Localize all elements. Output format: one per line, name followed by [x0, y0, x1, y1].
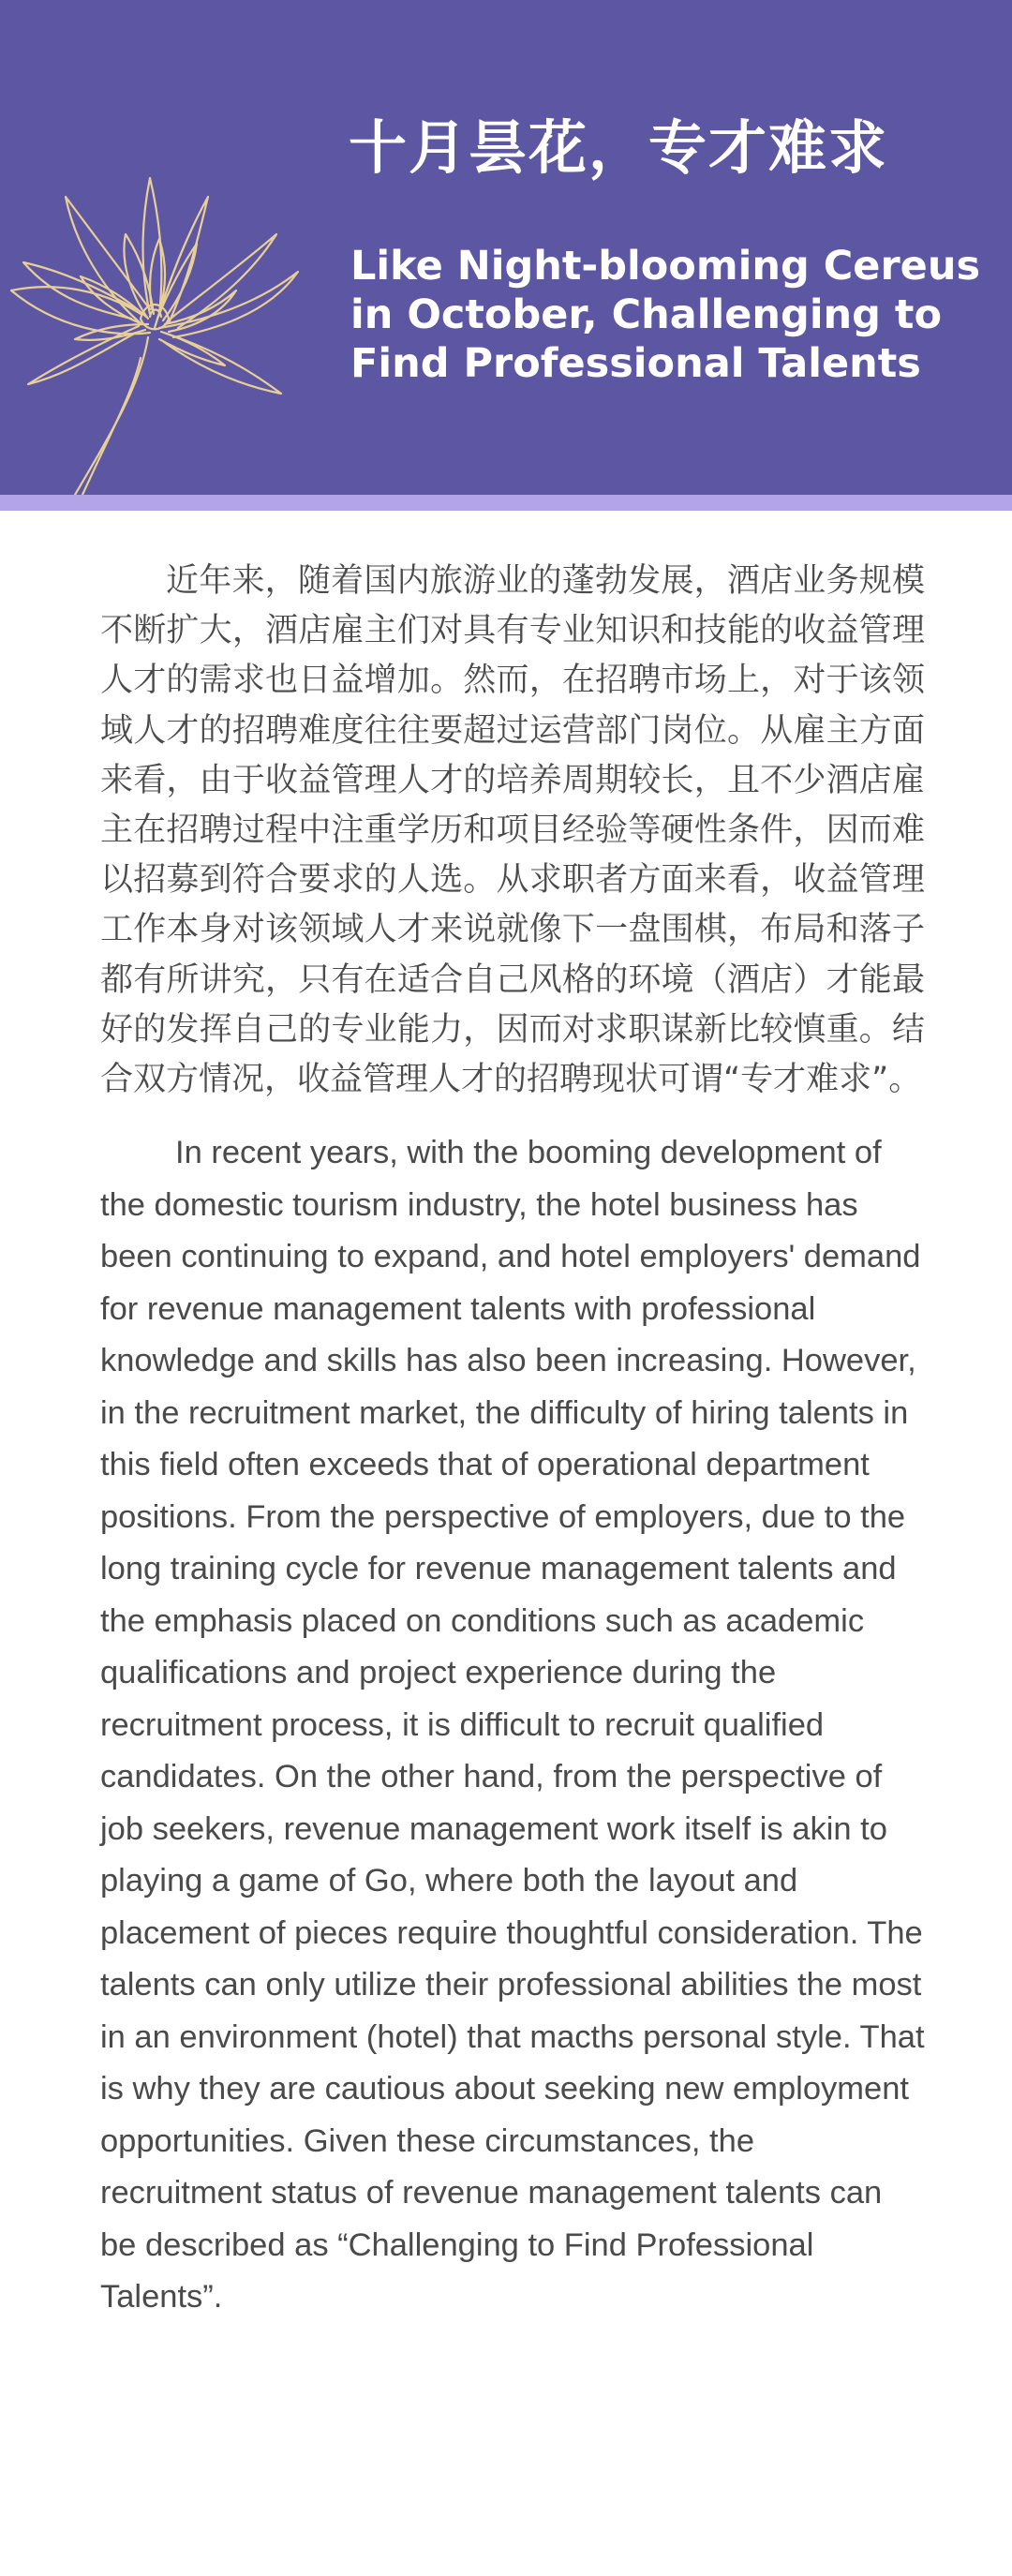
night-blooming-cereus-flower-icon — [0, 141, 309, 497]
title-english-line: Find Professional Talents — [350, 340, 921, 387]
title-english — [350, 242, 981, 388]
header-banner — [0, 0, 1012, 495]
banner-accent-stripe — [0, 495, 1012, 511]
article-body — [100, 557, 925, 2324]
paragraph-chinese: 近年来，随着国内旅游业的蓬勃发展，酒店业务规模不断扩大，酒店雇主们对具有专业知识和技能的收益管理人才的需求也日益增加。然而，在招聘市场上，对于该领域人才的招聘难度往往要超过运营部门岗位。从雇主方面来看，由于收益管理人才的培养周期较长，且不少酒店雇主在招聘过程中注重学历和项目经验等硬性条件，因而难以招募到符合要求的人选。从求职者方面来看，收益管理工作本身对该领域人才来说就像下一盘围棋，布局和落子都有所讲究，只有在适合自己风格的环境（酒店）才能最好的发挥自己的专业能力，因而对求职谋新比较慎重。结合双方情况，收益管理人才的招聘现状可谓“专才难求”。 — [100, 562, 925, 1099]
title-english-line: Like Night-blooming Cereus — [350, 243, 981, 290]
title-chinese: 十月昙花，专才难求 — [349, 113, 889, 182]
title-english-line: in October, Challenging to — [350, 291, 943, 338]
paragraph-english: In recent years, with the booming development of the domestic tourism industry, the hotel business has been continuing to expand, and hotel employers' demand for revenue management talents with professional knowledge and skills has also been increasing. However, in the recruitment market, the difficulty of hiring talents in this field often exceeds that of operational department positions. From the perspective of employers, due to the long training cycle for revenue management talents and the emphasis placed on conditions such as academic qualifications and project experience during the recruitment process, it is difficult to recruit qualified candidates. On the other hand, from the perspective of job seekers, revenue management work itself is akin to playing a game of Go, where both the layout and placement of pieces require thoughtful consideration. The talents can only utilize their professional abilities the most in an environment (hotel) that macths personal style. That is why they are cautious about seeking new employment opportunities. Given these circumstances, the recruitment status of revenue management talents can be described as “Challenging to Find Professional Talents”. — [100, 1135, 925, 2315]
